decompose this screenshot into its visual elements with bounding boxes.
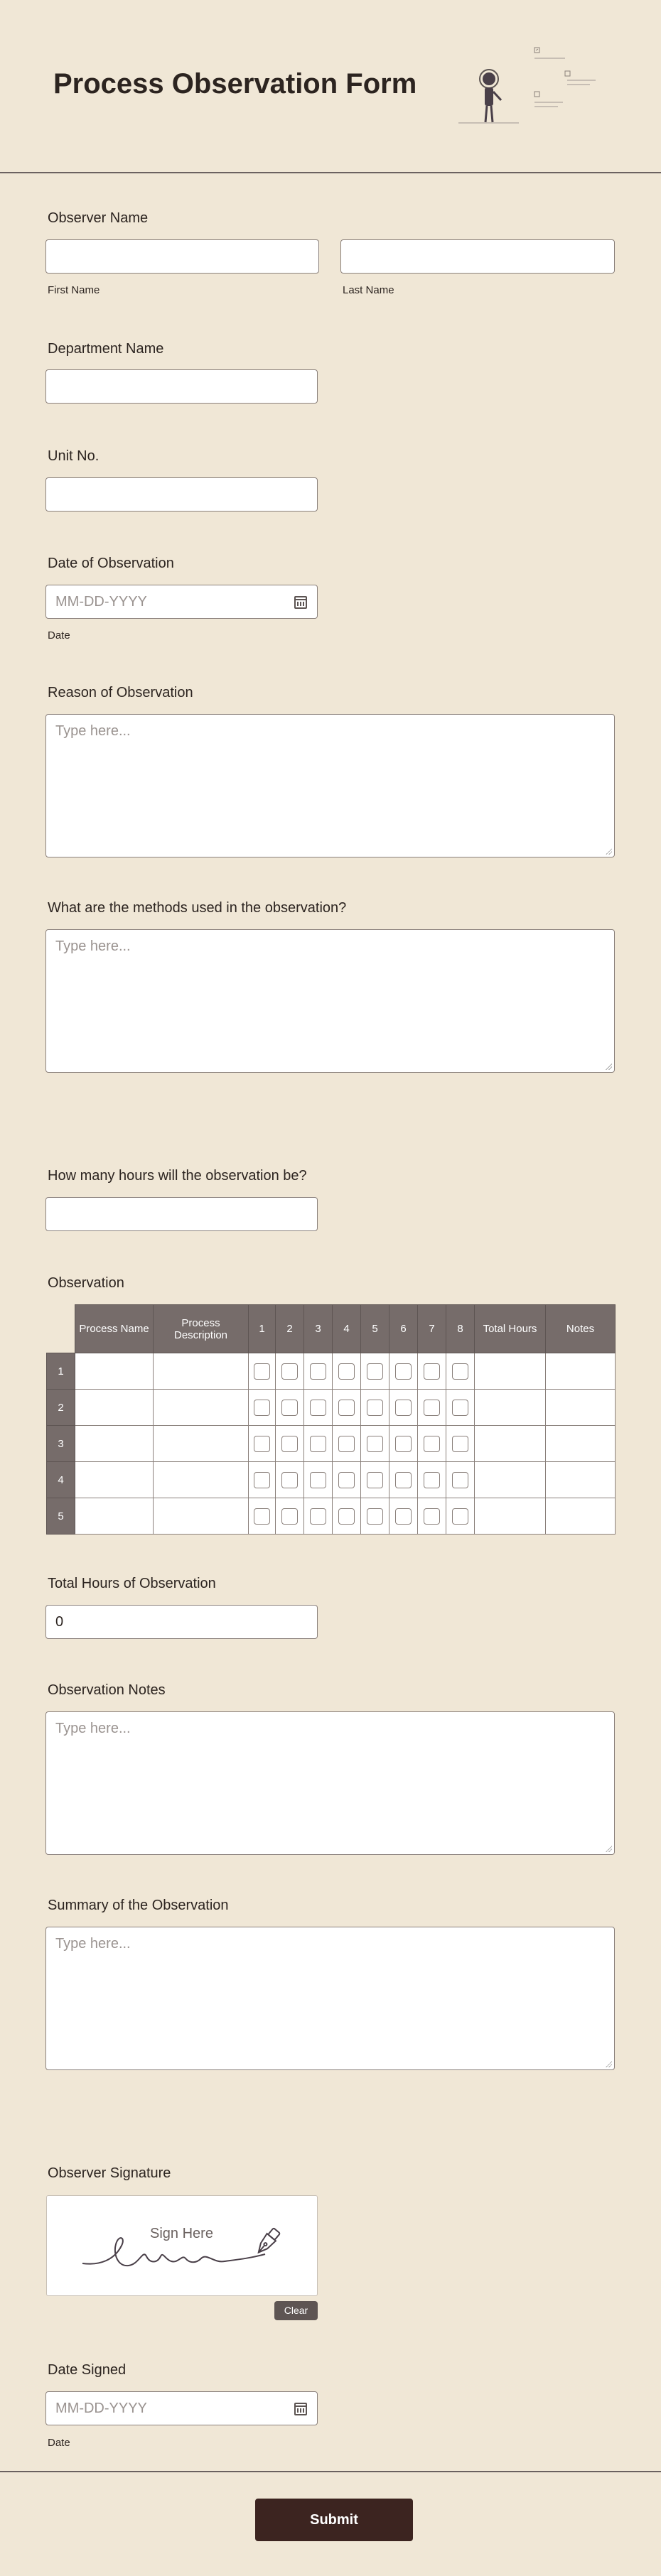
total-hours-input[interactable] xyxy=(45,1605,318,1639)
checkbox-cell xyxy=(249,1462,276,1498)
column-header: 6 xyxy=(389,1305,418,1353)
date-observation-input[interactable] xyxy=(45,585,318,619)
observer-name-label: Observer Name xyxy=(48,210,149,226)
checkbox[interactable] xyxy=(338,1436,355,1452)
checkbox[interactable] xyxy=(367,1400,383,1416)
calendar-icon[interactable] xyxy=(294,596,307,609)
checkbox-cell xyxy=(333,1426,361,1462)
checkbox[interactable] xyxy=(367,1436,383,1452)
text-cell[interactable] xyxy=(475,1426,546,1462)
text-cell[interactable] xyxy=(154,1462,249,1498)
checkbox-cell xyxy=(276,1390,304,1426)
checkbox-cell xyxy=(276,1498,304,1535)
column-header: 8 xyxy=(446,1305,475,1353)
column-header: Process Name xyxy=(75,1305,154,1353)
methods-label: What are the methods used in the observation? xyxy=(48,900,347,916)
checkbox-cell xyxy=(361,1498,389,1535)
checkbox[interactable] xyxy=(310,1472,326,1488)
text-cell[interactable] xyxy=(546,1426,616,1462)
checkbox[interactable] xyxy=(367,1363,383,1380)
date-signed-input[interactable] xyxy=(45,2391,318,2425)
text-cell[interactable] xyxy=(475,1498,546,1535)
text-cell[interactable] xyxy=(75,1353,154,1390)
column-header: 4 xyxy=(333,1305,361,1353)
checkbox[interactable] xyxy=(310,1436,326,1452)
table-row xyxy=(47,1426,616,1462)
checkbox-cell xyxy=(276,1353,304,1390)
resize-grip-icon[interactable] xyxy=(605,2060,612,2067)
checkbox[interactable] xyxy=(452,1400,468,1416)
summary-textarea[interactable] xyxy=(45,1927,615,2070)
reason-textarea[interactable] xyxy=(45,714,615,857)
checkbox-cell xyxy=(249,1426,276,1462)
row-header: 3 xyxy=(47,1426,75,1462)
first-name-sublabel: First Name xyxy=(48,284,100,296)
table-row xyxy=(47,1462,616,1498)
reason-placeholder: Type here... xyxy=(55,723,131,739)
text-cell[interactable] xyxy=(75,1390,154,1426)
checkbox[interactable] xyxy=(254,1400,270,1416)
checkbox-cell xyxy=(304,1498,333,1535)
total-hours-label: Total Hours of Observation xyxy=(48,1576,216,1591)
checkbox[interactable] xyxy=(367,1508,383,1525)
last-name-sublabel: Last Name xyxy=(343,284,394,296)
text-cell[interactable] xyxy=(546,1390,616,1426)
observer-illustration xyxy=(455,39,604,139)
checkbox-cell xyxy=(361,1390,389,1426)
checkbox[interactable] xyxy=(395,1508,412,1525)
checkbox-cell xyxy=(446,1462,475,1498)
checkbox[interactable] xyxy=(452,1363,468,1380)
checkbox-cell xyxy=(446,1390,475,1426)
checkbox-cell xyxy=(333,1353,361,1390)
row-header: 1 xyxy=(47,1353,75,1390)
column-header: 3 xyxy=(304,1305,333,1353)
checkbox[interactable] xyxy=(424,1400,440,1416)
checkbox[interactable] xyxy=(367,1472,383,1488)
column-header: Process Description xyxy=(154,1305,249,1353)
checkbox-cell xyxy=(249,1498,276,1535)
checkbox[interactable] xyxy=(452,1472,468,1488)
clear-signature-button[interactable]: Clear xyxy=(274,2301,318,2320)
checkbox[interactable] xyxy=(281,1472,298,1488)
checkbox-cell xyxy=(304,1426,333,1462)
checkbox[interactable] xyxy=(424,1436,440,1452)
text-cell[interactable] xyxy=(546,1498,616,1535)
summary-label: Summary of the Observation xyxy=(48,1898,229,1913)
date-signed-sublabel: Date xyxy=(48,2437,70,2449)
text-cell[interactable] xyxy=(75,1426,154,1462)
resize-grip-icon[interactable] xyxy=(605,848,612,855)
checkbox-cell xyxy=(276,1426,304,1462)
checkbox[interactable] xyxy=(395,1363,412,1380)
table-row xyxy=(47,1353,616,1390)
checkbox[interactable] xyxy=(424,1508,440,1525)
checkbox-cell xyxy=(249,1353,276,1390)
column-header: 7 xyxy=(418,1305,446,1353)
checkbox-cell xyxy=(418,1498,446,1535)
calendar-icon[interactable] xyxy=(294,2403,307,2415)
checkbox[interactable] xyxy=(310,1508,326,1525)
checkbox[interactable] xyxy=(452,1436,468,1452)
text-cell[interactable] xyxy=(475,1462,546,1498)
date-signed-label: Date Signed xyxy=(48,2362,127,2378)
checkbox-cell xyxy=(446,1353,475,1390)
checkbox-cell xyxy=(418,1353,446,1390)
checkbox[interactable] xyxy=(254,1472,270,1488)
signature-pad[interactable] xyxy=(46,2195,318,2296)
notes-placeholder: Type here... xyxy=(55,1721,131,1736)
reason-label: Reason of Observation xyxy=(48,685,193,700)
column-header: Total Hours xyxy=(475,1305,546,1353)
checkbox-cell xyxy=(276,1462,304,1498)
pen-icon xyxy=(251,2226,284,2258)
checkbox[interactable] xyxy=(281,1436,298,1452)
checkbox[interactable] xyxy=(281,1508,298,1525)
checkbox-cell xyxy=(333,1462,361,1498)
observation-table xyxy=(46,1304,615,1535)
column-header: 2 xyxy=(276,1305,304,1353)
checkbox[interactable] xyxy=(254,1436,270,1452)
checkbox-cell xyxy=(418,1426,446,1462)
hours-label: How many hours will the observation be? xyxy=(48,1168,307,1184)
notes-label: Observation Notes xyxy=(48,1682,166,1698)
checkbox[interactable] xyxy=(338,1508,355,1525)
date-observation-placeholder: MM-DD-YYYY xyxy=(55,594,147,610)
text-cell[interactable] xyxy=(154,1498,249,1535)
resize-grip-icon[interactable] xyxy=(605,1063,612,1070)
checkbox-cell xyxy=(446,1498,475,1535)
checkbox-cell xyxy=(249,1390,276,1426)
checkbox-cell xyxy=(361,1426,389,1462)
checkbox[interactable] xyxy=(310,1400,326,1416)
checkbox-cell xyxy=(304,1462,333,1498)
text-cell[interactable] xyxy=(154,1353,249,1390)
checkbox[interactable] xyxy=(395,1400,412,1416)
hours-input[interactable] xyxy=(45,1197,318,1231)
checkbox-cell xyxy=(446,1426,475,1462)
last-name-input[interactable] xyxy=(340,239,615,274)
date-observation-sublabel: Date xyxy=(48,629,70,642)
column-header: 1 xyxy=(249,1305,276,1353)
department-input[interactable] xyxy=(45,369,318,404)
checkbox-cell xyxy=(304,1390,333,1426)
text-cell[interactable] xyxy=(154,1390,249,1426)
checkbox[interactable] xyxy=(424,1363,440,1380)
checkbox-cell xyxy=(418,1462,446,1498)
checkbox-cell xyxy=(389,1426,418,1462)
table-row xyxy=(47,1390,616,1426)
checkbox-cell xyxy=(389,1462,418,1498)
column-header: Notes xyxy=(546,1305,616,1353)
text-cell[interactable] xyxy=(154,1426,249,1462)
checkbox-cell xyxy=(389,1353,418,1390)
date-signed-placeholder: MM-DD-YYYY xyxy=(55,2401,147,2416)
notes-textarea[interactable] xyxy=(45,1711,615,1855)
checkbox-cell xyxy=(389,1498,418,1535)
sign-here-text: Sign Here xyxy=(150,2226,213,2241)
checkbox[interactable] xyxy=(395,1436,412,1452)
table-corner xyxy=(47,1305,75,1353)
checkbox-cell xyxy=(361,1353,389,1390)
total-hours-value: 0 xyxy=(55,1614,64,1630)
checkbox[interactable] xyxy=(254,1363,270,1380)
checkbox[interactable] xyxy=(281,1363,298,1380)
form-header xyxy=(0,0,661,173)
checkbox[interactable] xyxy=(254,1508,270,1525)
observation-table-label: Observation xyxy=(48,1275,124,1291)
resize-grip-icon[interactable] xyxy=(605,1845,612,1852)
footer-divider xyxy=(0,2471,661,2472)
submit-button[interactable]: Submit xyxy=(255,2499,413,2541)
checkbox-cell xyxy=(333,1498,361,1535)
first-name-input[interactable] xyxy=(45,239,319,274)
checkbox-cell xyxy=(304,1353,333,1390)
text-cell[interactable] xyxy=(475,1390,546,1426)
text-cell[interactable] xyxy=(75,1462,154,1498)
checkbox[interactable] xyxy=(310,1363,326,1380)
unit-input[interactable] xyxy=(45,477,318,512)
column-header: 5 xyxy=(361,1305,389,1353)
date-observation-label: Date of Observation xyxy=(48,556,174,571)
checkbox-cell xyxy=(418,1390,446,1426)
row-header: 5 xyxy=(47,1498,75,1535)
text-cell[interactable] xyxy=(475,1353,546,1390)
checkbox[interactable] xyxy=(338,1363,355,1380)
checkbox[interactable] xyxy=(395,1472,412,1488)
checkbox[interactable] xyxy=(281,1400,298,1416)
page-title: Process Observation Form xyxy=(53,68,417,99)
checkbox[interactable] xyxy=(338,1472,355,1488)
checkbox[interactable] xyxy=(452,1508,468,1525)
department-label: Department Name xyxy=(48,341,164,357)
checkbox[interactable] xyxy=(424,1472,440,1488)
unit-label: Unit No. xyxy=(48,448,100,464)
text-cell[interactable] xyxy=(546,1353,616,1390)
row-header: 2 xyxy=(47,1390,75,1426)
table-row xyxy=(47,1498,616,1535)
summary-placeholder: Type here... xyxy=(55,1936,131,1952)
checkbox-cell xyxy=(361,1462,389,1498)
text-cell[interactable] xyxy=(75,1498,154,1535)
methods-placeholder: Type here... xyxy=(55,938,131,954)
checkbox-cell xyxy=(389,1390,418,1426)
text-cell[interactable] xyxy=(546,1462,616,1498)
signature-label: Observer Signature xyxy=(48,2165,171,2181)
checkbox-cell xyxy=(333,1390,361,1426)
checkbox[interactable] xyxy=(338,1400,355,1416)
row-header: 4 xyxy=(47,1462,75,1498)
methods-textarea[interactable] xyxy=(45,929,615,1073)
